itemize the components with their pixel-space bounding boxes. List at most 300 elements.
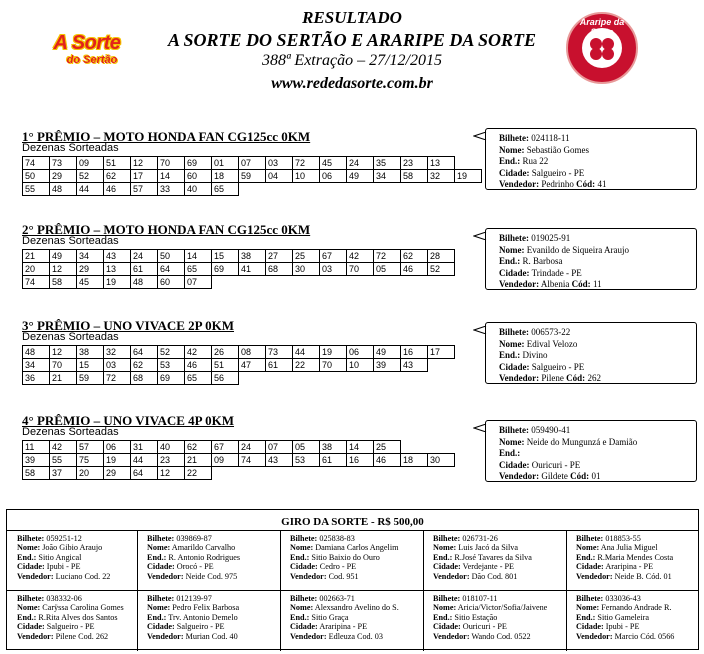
giro-city-value: Verdejante - PE xyxy=(460,562,515,572)
giro-name-value: Amarildo Carvalho xyxy=(170,543,236,553)
drawn-number: 74 xyxy=(23,276,50,289)
giro-address-value: R.José Tavares da Silva xyxy=(452,552,532,562)
drawn-number: 39 xyxy=(23,454,50,467)
empty-cell xyxy=(428,467,455,480)
giro-ticket-value: 038332-06 xyxy=(44,594,82,603)
drawn-number: 58 xyxy=(50,276,77,289)
giro-seller-value: Neide B. Cód. 01 xyxy=(612,571,672,581)
drawn-number: 45 xyxy=(320,157,347,170)
empty-cell xyxy=(401,183,428,196)
giro-ticket xyxy=(17,534,137,543)
drawn-number: 24 xyxy=(239,441,266,454)
drawn-number: 52 xyxy=(428,263,455,276)
winner-ticket xyxy=(499,233,696,245)
giro-name-label: Nome: xyxy=(17,603,41,613)
drawn-number: 38 xyxy=(239,250,266,263)
drawn-number: 52 xyxy=(158,346,185,359)
giro-seller-label: Vendedor: xyxy=(290,571,327,581)
drawn-number: 38 xyxy=(77,346,104,359)
giro-ticket-value: 002663-71 xyxy=(317,594,355,603)
drawn-number: 35 xyxy=(374,157,401,170)
drawn-number: 51 xyxy=(212,359,239,372)
giro-city-value: Salgueiro - PE xyxy=(44,622,95,632)
giro-address-label: End.: xyxy=(433,612,453,622)
empty-cell xyxy=(320,276,347,289)
drawn-number: 17 xyxy=(428,346,455,359)
giro-winner-cell xyxy=(423,530,566,590)
empty-cell xyxy=(239,276,266,289)
drawn-number: 55 xyxy=(23,183,50,196)
drawn-number: 13 xyxy=(428,157,455,170)
drawn-number: 53 xyxy=(293,454,320,467)
giro-ticket xyxy=(290,534,423,543)
drawn-number: 09 xyxy=(212,454,239,467)
giro-seller-value: Neide Cod. 975 xyxy=(183,571,238,581)
empty-cell xyxy=(455,157,482,170)
winner-code-label: Cód: xyxy=(571,279,591,289)
giro-name xyxy=(433,603,566,612)
giro-ticket-value: 018107-11 xyxy=(460,594,498,603)
drawn-number: 34 xyxy=(374,170,401,183)
giro-address xyxy=(17,613,137,622)
giro-seller xyxy=(576,632,698,641)
winner-city-label: Cidade: xyxy=(499,459,530,470)
clover-icon xyxy=(566,12,638,84)
empty-cell xyxy=(266,467,293,480)
drawn-number: 29 xyxy=(50,170,77,183)
winner-box xyxy=(485,322,697,384)
drawn-number: 29 xyxy=(104,467,131,480)
drawn-number: 75 xyxy=(77,454,104,467)
giro-name-value: João Gibio Araujo xyxy=(40,543,103,553)
giro-city-label: Cidade: xyxy=(290,562,318,572)
empty-cell xyxy=(401,441,428,454)
empty-cell xyxy=(455,441,482,454)
drawn-number: 24 xyxy=(131,250,158,263)
empty-cell xyxy=(293,276,320,289)
numbers-table xyxy=(22,345,482,385)
giro-city-label: Cidade: xyxy=(576,562,604,572)
giro-seller xyxy=(433,632,566,641)
drawn-number: 64 xyxy=(158,263,185,276)
numbers-table xyxy=(22,156,482,196)
winner-seller xyxy=(499,179,696,191)
winner-name-label: Nome: xyxy=(499,144,525,155)
giro-ticket xyxy=(576,534,698,543)
giro-seller-value: Edleuza Cod. 03 xyxy=(326,631,383,641)
giro-city-label: Cidade: xyxy=(433,622,461,632)
empty-cell xyxy=(455,263,482,276)
empty-cell xyxy=(374,372,401,385)
drawn-number: 73 xyxy=(266,346,293,359)
empty-cell xyxy=(239,183,266,196)
drawn-number: 57 xyxy=(77,441,104,454)
giro-address-value: Sitio Gameleira xyxy=(595,612,650,622)
giro-name-label: Nome: xyxy=(290,603,314,613)
drawn-number: 70 xyxy=(320,359,347,372)
drawn-number: 21 xyxy=(185,454,212,467)
empty-cell xyxy=(401,276,428,289)
giro-seller-value: Wando Cod. 0522 xyxy=(469,631,531,641)
drawn-number: 03 xyxy=(104,359,131,372)
giro-city-label: Cidade: xyxy=(17,562,45,572)
drawn-number: 62 xyxy=(104,170,131,183)
winner-box xyxy=(485,128,697,190)
empty-cell xyxy=(212,467,239,480)
drawn-number: 43 xyxy=(266,454,293,467)
giro-ticket xyxy=(576,594,698,603)
giro-seller xyxy=(290,572,423,581)
drawn-number: 32 xyxy=(428,170,455,183)
giro-winner-cell xyxy=(137,590,280,651)
giro-seller-label: Vendedor: xyxy=(147,571,184,581)
giro-address-value: Sitio Estação xyxy=(452,612,498,622)
giro-city-value: Ipubi - PE xyxy=(44,562,81,572)
winner-name xyxy=(499,245,696,257)
drawn-number: 24 xyxy=(347,157,374,170)
drawn-number: 70 xyxy=(50,359,77,372)
drawn-number: 29 xyxy=(77,263,104,276)
drawn-number: 51 xyxy=(104,157,131,170)
drawn-number: 72 xyxy=(293,157,320,170)
empty-cell xyxy=(347,183,374,196)
giro-ticket-label: Bilhete: xyxy=(17,594,45,603)
giro-city-value: Salgueiro - PE xyxy=(174,622,225,632)
giro-city xyxy=(147,622,280,631)
giro-ticket-label: Bilhete: xyxy=(576,594,604,603)
drawn-number: 14 xyxy=(158,170,185,183)
empty-cell xyxy=(401,467,428,480)
giro-city xyxy=(433,562,566,571)
drawn-number: 23 xyxy=(158,454,185,467)
drawn-number: 46 xyxy=(401,263,428,276)
giro-title: GIRO DA SORTE - R$ 500,00 xyxy=(281,516,424,528)
winner-code-value: 11 xyxy=(590,279,602,289)
winner-name xyxy=(499,437,696,449)
drawn-number: 16 xyxy=(347,454,374,467)
drawn-number: 01 xyxy=(212,157,239,170)
drawn-number: 62 xyxy=(185,441,212,454)
winner-seller-label: Vendedor: xyxy=(499,279,540,289)
giro-seller-value: Dão Cod. 801 xyxy=(469,571,518,581)
drawn-number: 05 xyxy=(374,263,401,276)
giro-ticket-label: Bilhete: xyxy=(290,534,318,543)
giro-ticket xyxy=(433,594,566,603)
giro-city-value: Ouricuri - PE xyxy=(460,622,507,632)
drawn-number: 37 xyxy=(50,467,77,480)
giro-name-value: Luis Jacó da Silva xyxy=(456,543,519,553)
drawn-number: 03 xyxy=(320,263,347,276)
winner-address xyxy=(499,350,696,362)
drawn-number: 19 xyxy=(455,170,482,183)
giro-name-value: Damiana Carlos Angelim xyxy=(313,543,399,553)
winner-address xyxy=(499,156,696,168)
drawn-number: 42 xyxy=(347,250,374,263)
drawn-number: 09 xyxy=(77,157,104,170)
drawn-number: 14 xyxy=(347,441,374,454)
drawn-number: 33 xyxy=(158,183,185,196)
extraction-info: 388ª Extração – 27/12/2015 xyxy=(262,52,442,69)
winner-seller-value: Pedrinho xyxy=(539,179,577,189)
drawn-number: 18 xyxy=(212,170,239,183)
empty-cell xyxy=(266,183,293,196)
empty-cell xyxy=(320,467,347,480)
giro-seller-label: Vendedor: xyxy=(147,631,184,641)
winner-seller-value: Albenia xyxy=(539,279,572,289)
drawn-number: 69 xyxy=(158,372,185,385)
drawn-number: 59 xyxy=(77,372,104,385)
drawn-number: 42 xyxy=(185,346,212,359)
winner-seller xyxy=(499,471,696,483)
giro-name-value: Pedro Felix Barbosa xyxy=(170,603,240,613)
prize-title: 4° PRÊMIO – UNO VIVACE 4P 0KM xyxy=(22,413,235,428)
giro-city-value: Cedro - PE xyxy=(317,562,357,572)
drawn-number: 10 xyxy=(347,359,374,372)
winner-ticket-label: Bilhete: xyxy=(499,425,529,435)
giro-name-label: Nome: xyxy=(576,543,600,553)
winner-name-value: Sebastião Gomes xyxy=(524,144,589,155)
drawn-number: 68 xyxy=(266,263,293,276)
drawn-number: 04 xyxy=(266,170,293,183)
winner-ticket-value: 059490-41 xyxy=(529,425,571,435)
winner-seller-label: Vendedor: xyxy=(499,373,540,383)
winner-box xyxy=(485,420,697,482)
giro-ticket-label: Bilhete: xyxy=(433,594,461,603)
giro-winner-cell xyxy=(280,530,423,590)
prize-title: 1° PRÊMIO – MOTO HONDA FAN CG125cc 0KM xyxy=(22,129,311,144)
drawn-number: 61 xyxy=(131,263,158,276)
giro-name xyxy=(290,603,423,612)
drawn-number: 19 xyxy=(104,454,131,467)
giro-name-label: Nome: xyxy=(290,543,314,553)
drawn-number: 55 xyxy=(50,454,77,467)
giro-city xyxy=(433,622,566,631)
giro-address-label: End.: xyxy=(433,552,453,562)
giro-da-sorte-box xyxy=(6,509,699,650)
winner-box xyxy=(485,228,697,290)
drawn-number: 61 xyxy=(320,454,347,467)
winner-name-label: Nome: xyxy=(499,338,525,349)
empty-cell xyxy=(455,346,482,359)
empty-cell xyxy=(428,372,455,385)
drawn-number: 67 xyxy=(320,250,347,263)
giro-address-value: Trv. Antonio Demelo xyxy=(166,612,238,622)
winner-city-value: Trindade - PE xyxy=(529,267,582,278)
drawn-number: 40 xyxy=(158,441,185,454)
empty-cell xyxy=(455,250,482,263)
drawn-number: 65 xyxy=(185,372,212,385)
giro-winner-cell xyxy=(137,530,280,590)
giro-city xyxy=(147,562,280,571)
drawn-number: 43 xyxy=(401,359,428,372)
winner-ticket-label: Bilhete: xyxy=(499,233,529,243)
winner-ticket-value: 006573-22 xyxy=(529,327,571,337)
empty-cell xyxy=(455,467,482,480)
giro-seller-label: Vendedor: xyxy=(433,631,470,641)
giro-name xyxy=(576,543,698,552)
giro-city-value: Araripina - PE xyxy=(603,562,654,572)
dezenas-label: Dezenas Sorteadas xyxy=(22,426,119,438)
winner-code-value: 01 xyxy=(589,471,601,481)
dezenas-label: Dezenas Sorteadas xyxy=(22,331,119,343)
giro-ticket-label: Bilhete: xyxy=(17,534,45,543)
winner-seller-value: Pilene xyxy=(539,373,567,383)
drawn-number: 23 xyxy=(401,157,428,170)
drawn-number: 34 xyxy=(23,359,50,372)
drawn-number: 19 xyxy=(104,276,131,289)
giro-city-label: Cidade: xyxy=(17,622,45,632)
giro-seller-label: Vendedor: xyxy=(576,571,613,581)
empty-cell xyxy=(455,276,482,289)
drawn-number: 07 xyxy=(185,276,212,289)
drawn-number: 22 xyxy=(185,467,212,480)
winner-address-label: End.: xyxy=(499,156,521,166)
giro-name-label: Nome: xyxy=(576,603,600,613)
drawn-number: 16 xyxy=(401,346,428,359)
drawn-number: 06 xyxy=(320,170,347,183)
giro-city-label: Cidade: xyxy=(147,622,175,632)
winner-address-value: Divino xyxy=(520,350,548,360)
empty-cell xyxy=(428,359,455,372)
giro-seller-label: Vendedor: xyxy=(17,631,54,641)
giro-name-value: Ana Julia Miguel xyxy=(599,543,658,553)
giro-seller-label: Vendedor: xyxy=(576,631,613,641)
winner-code-value: 41 xyxy=(595,179,607,189)
drawn-number: 73 xyxy=(50,157,77,170)
numbers-table xyxy=(22,440,482,480)
numbers-table xyxy=(22,249,482,289)
giro-ticket-value: 033036-43 xyxy=(603,594,641,603)
giro-seller-value: Marcio Cód. 0566 xyxy=(612,631,675,641)
drawn-number: 06 xyxy=(347,346,374,359)
drawn-number: 48 xyxy=(23,346,50,359)
drawn-number: 03 xyxy=(266,157,293,170)
drawn-number: 39 xyxy=(374,359,401,372)
drawn-number: 11 xyxy=(23,441,50,454)
giro-address xyxy=(17,553,137,562)
drawn-number: 22 xyxy=(293,359,320,372)
winner-address xyxy=(499,448,696,460)
empty-cell xyxy=(347,467,374,480)
drawn-number: 30 xyxy=(293,263,320,276)
giro-ticket xyxy=(290,594,423,603)
empty-cell xyxy=(293,183,320,196)
giro-ticket-value: 059251-12 xyxy=(44,534,82,543)
empty-cell xyxy=(455,372,482,385)
winner-city xyxy=(499,268,696,280)
giro-address-label: End.: xyxy=(290,552,310,562)
giro-ticket-label: Bilhete: xyxy=(147,594,175,603)
winner-city-value: Salgueiro - PE xyxy=(529,167,585,178)
drawn-number: 18 xyxy=(401,454,428,467)
drawn-number: 30 xyxy=(428,454,455,467)
giro-winner-cell xyxy=(7,590,137,651)
winner-name-label: Nome: xyxy=(499,436,525,447)
drawn-number: 64 xyxy=(131,467,158,480)
giro-address-value: R.Rita Alves dos Santos xyxy=(36,612,118,622)
prize-title: 3° PRÊMIO – UNO VIVACE 2P 0KM xyxy=(22,318,235,333)
giro-city-label: Cidade: xyxy=(576,622,604,632)
giro-name xyxy=(147,543,280,552)
drawn-number: 44 xyxy=(77,183,104,196)
drawn-number: 12 xyxy=(50,346,77,359)
drawn-number: 21 xyxy=(50,372,77,385)
drawn-number: 36 xyxy=(23,372,50,385)
giro-address-value: Sitio Angical xyxy=(36,552,82,562)
giro-ticket-label: Bilhete: xyxy=(290,594,318,603)
giro-address-value: Sitio Baixio do Ouro xyxy=(309,552,380,562)
giro-seller xyxy=(17,632,137,641)
drawn-number: 69 xyxy=(185,157,212,170)
drawn-number: 20 xyxy=(23,263,50,276)
drawn-number: 13 xyxy=(104,263,131,276)
drawn-number: 12 xyxy=(158,467,185,480)
giro-address xyxy=(290,613,423,622)
drawn-number: 72 xyxy=(374,250,401,263)
giro-city xyxy=(17,622,137,631)
drawn-number: 44 xyxy=(131,454,158,467)
drawn-number: 43 xyxy=(104,250,131,263)
drawn-number: 58 xyxy=(23,467,50,480)
giro-address-label: End.: xyxy=(290,612,310,622)
drawn-number: 05 xyxy=(293,441,320,454)
winner-address-value: R. Barbosa xyxy=(520,256,563,266)
empty-cell xyxy=(293,467,320,480)
giro-winner-cell xyxy=(423,590,566,651)
empty-cell xyxy=(455,183,482,196)
drawn-number: 72 xyxy=(104,372,131,385)
giro-name-value: Alexsandro Avelino do S. xyxy=(313,603,399,613)
drawn-number: 46 xyxy=(185,359,212,372)
giro-name-label: Nome: xyxy=(433,603,457,613)
winner-code-value: 262 xyxy=(585,373,601,383)
drawn-number: 67 xyxy=(212,441,239,454)
winner-address-label: End.: xyxy=(499,448,521,458)
giro-name-value: Fernando Andrade R. xyxy=(599,603,672,613)
winner-ticket-value: 019025-91 xyxy=(529,233,571,243)
giro-name-label: Nome: xyxy=(433,543,457,553)
giro-city xyxy=(290,622,423,631)
giro-ticket-label: Bilhete: xyxy=(433,534,461,543)
winner-address-label: End.: xyxy=(499,350,521,360)
winner-code-label: Cód: xyxy=(576,179,596,189)
drawn-number: 42 xyxy=(50,441,77,454)
drawn-number: 10 xyxy=(293,170,320,183)
a-sorte-do-sertao-logo: A Sorte do Sertão xyxy=(53,32,121,66)
winner-city-label: Cidade: xyxy=(499,267,530,278)
giro-address xyxy=(576,553,698,562)
result-heading: RESULTADO xyxy=(302,8,402,27)
giro-seller-value: Pilene Cod. 262 xyxy=(53,631,109,641)
giro-winner-cell xyxy=(566,590,698,651)
empty-cell xyxy=(212,276,239,289)
winner-code-label: Cód: xyxy=(570,471,590,481)
giro-ticket-value: 018853-55 xyxy=(603,534,641,543)
dezenas-label: Dezenas Sorteadas xyxy=(22,142,119,154)
giro-name-label: Nome: xyxy=(17,543,41,553)
winner-city-label: Cidade: xyxy=(499,361,530,372)
empty-cell xyxy=(347,372,374,385)
drawn-number: 07 xyxy=(239,157,266,170)
drawn-number: 38 xyxy=(320,441,347,454)
winner-ticket xyxy=(499,133,696,145)
dezenas-label: Dezenas Sorteadas xyxy=(22,235,119,247)
giro-seller xyxy=(17,572,137,581)
giro-address xyxy=(433,553,566,562)
drawn-number: 46 xyxy=(104,183,131,196)
drawn-number: 07 xyxy=(266,441,293,454)
winner-code-label: Cód: xyxy=(566,373,586,383)
